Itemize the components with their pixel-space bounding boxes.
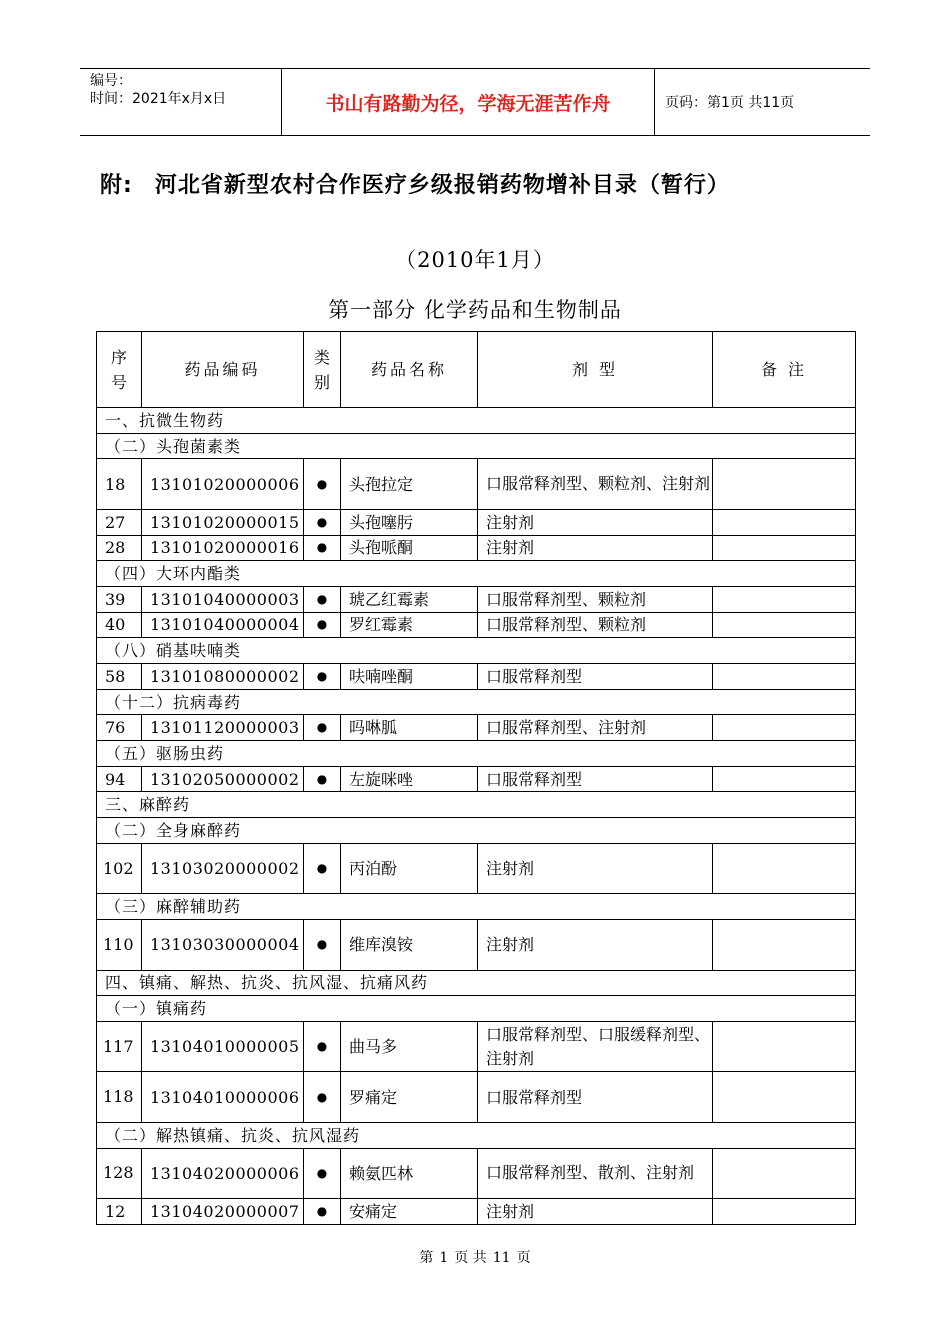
table-row: [97, 459, 856, 510]
row-note: [713, 715, 856, 741]
row-code: 13104020000006: [142, 1148, 304, 1199]
row-seq: 94: [97, 766, 142, 792]
document-date: （2010年1月）: [395, 248, 555, 272]
row-category-mark: ●: [304, 1148, 341, 1199]
row-category-mark: ●: [304, 586, 341, 612]
row-code: 13101080000002: [142, 664, 304, 690]
row-code: 13101040000004: [142, 612, 304, 638]
table-row: [97, 664, 856, 690]
row-seq: 39: [97, 586, 142, 612]
row-seq: 118: [97, 1072, 142, 1123]
row-name: 曲马多: [341, 1021, 478, 1072]
subsection-title: （二）解热镇痛、抗炎、抗风湿药: [97, 1122, 856, 1148]
title-prefix: 附:: [100, 173, 133, 198]
section-title: 三、麻醉药: [97, 792, 856, 818]
row-seq: 110: [97, 920, 142, 971]
row-note: [713, 586, 856, 612]
row-note: [713, 1199, 856, 1225]
header-form: 剂 型: [478, 332, 713, 408]
table-row: [97, 509, 856, 535]
row-code: 13104010000006: [142, 1072, 304, 1123]
subsection-title: （八）硝基呋喃类: [97, 638, 856, 664]
row-code: 13101020000015: [142, 509, 304, 535]
row-name: 赖氨匹林: [341, 1148, 478, 1199]
row-category-mark: ●: [304, 1199, 341, 1225]
row-note: [713, 1021, 856, 1072]
row-form: 口服常释剂型: [478, 766, 713, 792]
row-category-mark: ●: [304, 664, 341, 690]
footer-prefix: 第: [419, 1250, 434, 1266]
row-category-mark: ●: [304, 459, 341, 510]
subsection-title: （五）驱肠虫药: [97, 741, 856, 767]
header-motto: 书山有路勤为径，学海无涯苦作舟: [282, 69, 655, 135]
header-name: 药品名称: [341, 332, 478, 408]
row-code: 13101040000003: [142, 586, 304, 612]
row-code: 13102050000002: [142, 766, 304, 792]
row-form: 口服常释剂型、注射剂: [478, 715, 713, 741]
subsection-row: [97, 818, 856, 844]
row-seq: 40: [97, 612, 142, 638]
footer-total-pages: 11: [492, 1250, 511, 1266]
page-header: [80, 68, 870, 136]
subsection-title: （二）全身麻醉药: [97, 818, 856, 844]
row-form: 注射剂: [478, 920, 713, 971]
row-seq: 76: [97, 715, 142, 741]
table-row: [97, 920, 856, 971]
row-seq: 58: [97, 664, 142, 690]
row-note: [713, 535, 856, 561]
document-title: [100, 168, 730, 199]
row-note: [713, 612, 856, 638]
row-code: 13104020000007: [142, 1199, 304, 1225]
row-form: 口服常释剂型、颗粒剂、注射剂: [478, 459, 713, 510]
row-form: 口服常释剂型: [478, 664, 713, 690]
row-name: 头孢拉定: [341, 459, 478, 510]
subsection-row: [97, 741, 856, 767]
row-note: [713, 920, 856, 971]
row-form: 口服常释剂型、颗粒剂: [478, 612, 713, 638]
table-header-row: [97, 332, 856, 408]
footer-current-page: 1: [439, 1250, 449, 1266]
table-row: [97, 1072, 856, 1123]
subsection-row: [97, 894, 856, 920]
row-form: 注射剂: [478, 1199, 713, 1225]
row-category-mark: ●: [304, 715, 341, 741]
title-text: 河北省新型农村合作医疗乡级报销药物增补目录（暂行）: [154, 173, 730, 198]
subsection-title: （四）大环内酯类: [97, 561, 856, 587]
page-footer: [0, 1247, 950, 1267]
row-name: 罗红霉素: [341, 612, 478, 638]
section-row: [97, 970, 856, 996]
subsection-row: [97, 433, 856, 459]
row-note: [713, 1148, 856, 1199]
drug-table: [96, 331, 856, 1225]
table-row: [97, 535, 856, 561]
row-note: [713, 843, 856, 894]
row-name: 琥乙红霉素: [341, 586, 478, 612]
row-code: 13101020000006: [142, 459, 304, 510]
table-row: [97, 843, 856, 894]
row-form: 注射剂: [478, 535, 713, 561]
row-seq: 18: [97, 459, 142, 510]
row-seq: 102: [97, 843, 142, 894]
table-row: [97, 715, 856, 741]
row-name: 左旋咪唑: [341, 766, 478, 792]
row-note: [713, 766, 856, 792]
row-category-mark: ●: [304, 766, 341, 792]
table-row: [97, 586, 856, 612]
row-seq: 12: [97, 1199, 142, 1225]
row-name: 安痛定: [341, 1199, 478, 1225]
row-note: [713, 664, 856, 690]
row-code: 13104010000005: [142, 1021, 304, 1072]
row-form: 口服常释剂型: [478, 1072, 713, 1123]
header-code: 药品编码: [142, 332, 304, 408]
table-row: [97, 1199, 856, 1225]
header-number: 编号：: [90, 73, 132, 89]
header-category: 类别: [304, 332, 341, 408]
row-code: 13101120000003: [142, 715, 304, 741]
header-seq: 序号: [97, 332, 142, 408]
header-page-info: 页码：第1页 共11页: [665, 95, 795, 111]
document-part-title: 第一部分 化学药品和生物制品: [328, 298, 622, 322]
row-seq: 27: [97, 509, 142, 535]
row-note: [713, 459, 856, 510]
subsection-row: [97, 996, 856, 1022]
row-category-mark: ●: [304, 535, 341, 561]
subsection-title: （二）头孢菌素类: [97, 433, 856, 459]
row-note: [713, 1072, 856, 1123]
subsection-title: （三）麻醉辅助药: [97, 894, 856, 920]
header-note: 备 注: [713, 332, 856, 408]
row-name: 维库溴铵: [341, 920, 478, 971]
row-code: 13103020000002: [142, 843, 304, 894]
subsection-row: [97, 1122, 856, 1148]
row-form: 注射剂: [478, 509, 713, 535]
row-name: 丙泊酚: [341, 843, 478, 894]
subsection-row: [97, 689, 856, 715]
subsection-row: [97, 638, 856, 664]
row-category-mark: ●: [304, 920, 341, 971]
subsection-title: （一）镇痛药: [97, 996, 856, 1022]
row-category-mark: ●: [304, 509, 341, 535]
row-category-mark: ●: [304, 612, 341, 638]
row-category-mark: ●: [304, 1021, 341, 1072]
row-name: 呋喃唑酮: [341, 664, 478, 690]
footer-suffix: 页: [516, 1250, 531, 1266]
table-row: [97, 1021, 856, 1072]
row-seq: 28: [97, 535, 142, 561]
row-name: 罗痛定: [341, 1072, 478, 1123]
subsection-title: （十二）抗病毒药: [97, 689, 856, 715]
row-form: 注射剂: [478, 843, 713, 894]
row-code: 13103030000004: [142, 920, 304, 971]
section-title: 一、抗微生物药: [97, 408, 856, 434]
header-time: 时间：2021年x月x日: [90, 91, 227, 107]
section-row: [97, 408, 856, 434]
row-note: [713, 509, 856, 535]
row-seq: 117: [97, 1021, 142, 1072]
footer-mid: 页 共: [454, 1250, 487, 1266]
row-seq: 128: [97, 1148, 142, 1199]
row-code: 13101020000016: [142, 535, 304, 561]
row-form: 口服常释剂型、散剂、注射剂: [478, 1148, 713, 1199]
row-name: 头孢哌酮: [341, 535, 478, 561]
section-row: [97, 792, 856, 818]
row-form: 口服常释剂型、颗粒剂: [478, 586, 713, 612]
table-row: [97, 766, 856, 792]
row-name: 头孢噻肟: [341, 509, 478, 535]
row-category-mark: ●: [304, 843, 341, 894]
row-form: 口服常释剂型、口服缓释剂型、注射剂: [478, 1021, 713, 1072]
table-row: [97, 1148, 856, 1199]
header-meta: [80, 69, 282, 135]
row-name: 吗啉胍: [341, 715, 478, 741]
row-category-mark: ●: [304, 1072, 341, 1123]
section-title: 四、镇痛、解热、抗炎、抗风湿、抗痛风药: [97, 970, 856, 996]
table-row: [97, 612, 856, 638]
subsection-row: [97, 561, 856, 587]
